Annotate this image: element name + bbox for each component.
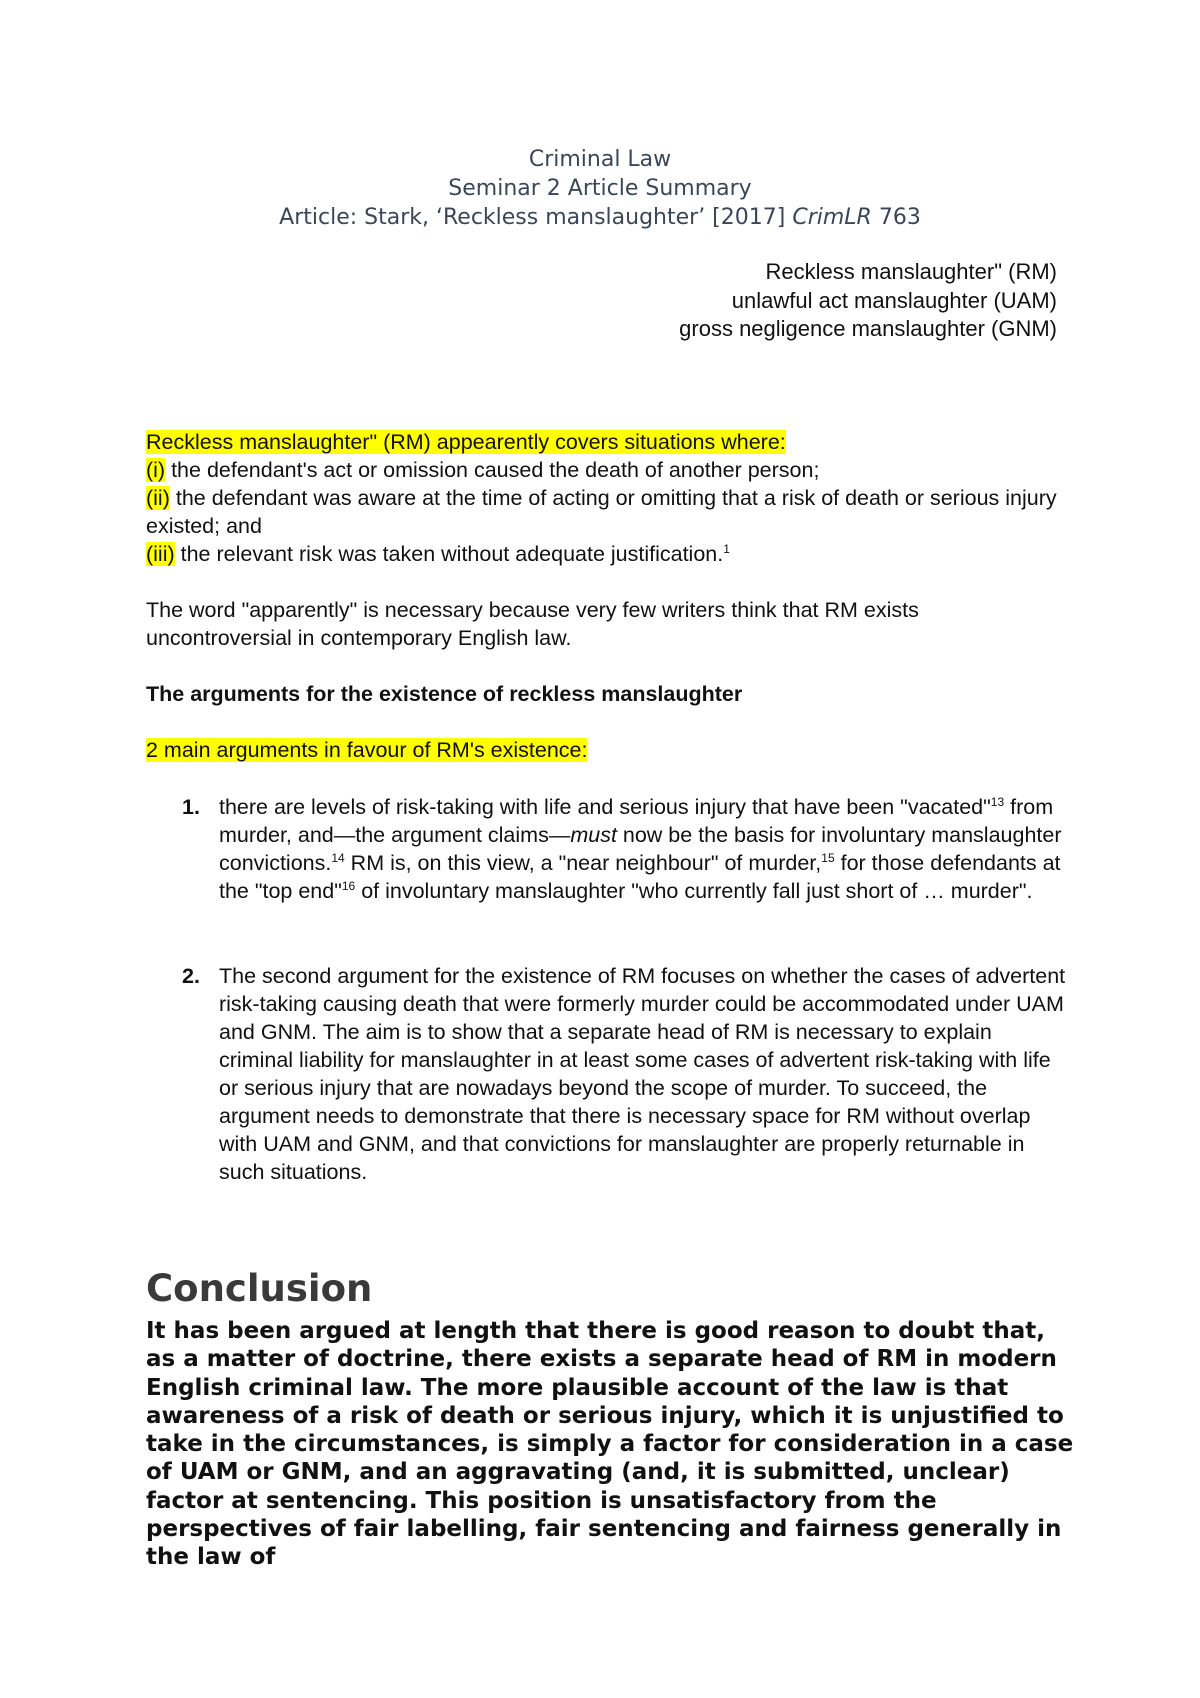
arguments-heading: The arguments for the existence of reckless manslaughter xyxy=(146,682,743,706)
definition-item: (i) the defendant's act or omission caused the death of another person; xyxy=(146,458,820,482)
argument-text: The second argument for the existence of RM focuses on whether the cases of advertent risk-taking causing death that were formerly murder could be accommodated under UAM and GNM. The aim is to show that a separate head of RM is necessary to explain criminal liability for manslaughter in at least some cases of advertent risk-taking with life or serious injury that are nowadays beyond the scope of murder. To succeed, the argument needs to demonstrate that there is necessary space for RM without overlap with UAM and GNM, and that convictions for manslaughter are properly returnable in such situations. xyxy=(219,964,1066,1184)
apparently-note: The word "apparently" is necessary because very few writers think that RM exists uncontroversial in contemporary English law. xyxy=(146,598,919,650)
abbreviation-gnm: gross negligence manslaughter (GNM) xyxy=(679,316,1057,341)
conclusion-text: It has been argued at length that there is good reason to doubt that, as a matter of doctrine, there exists a separate head of RM in modern English criminal law. The more plausible account of the law is that awareness of a risk of death or serious injury, which it is unjustified to take in the circumstances, is simply a factor for consideration in a case of UAM or GNM, and an aggravating (and, it is submitted, unclear) factor at sentencing. This position is unsatisfactory from the perspectives of fair labelling, fair sentencing and fairness generally in the law of xyxy=(146,1318,1074,1571)
footnote-ref: 1 xyxy=(723,541,730,556)
article-citation: Article: Stark, ‘Reckless manslaughter’ [2017] CrimLR 763 xyxy=(279,205,921,230)
seminar-title: Seminar 2 Article Summary xyxy=(448,176,752,201)
list-number: 1. xyxy=(182,795,200,819)
argument-item-1 xyxy=(146,793,1066,905)
arguments-intro: 2 main arguments in favour of RM's existence: xyxy=(146,738,588,762)
definition-item: (ii) the defendant was aware at the time of acting or omitting that a risk of death or serious injury existed; and xyxy=(146,486,1057,538)
abbreviation-list xyxy=(679,258,1057,344)
document-header xyxy=(0,145,1200,232)
rm-definition xyxy=(146,428,1066,568)
course-title: Criminal Law xyxy=(528,147,672,172)
abbreviation-rm: Reckless manslaughter" (RM) xyxy=(765,259,1057,284)
abbreviation-uam: unlawful act manslaughter (UAM) xyxy=(731,287,1057,313)
conclusion-heading: Conclusion xyxy=(146,1267,373,1310)
argument-text: there are levels of risk-taking with life and serious injury that have been "vacated"$^{13}$ from murder, and—the argument claims—must now be the basis for involuntary manslaughter convictions.$^{14}$ RM is, on this view, a "near neighbour" of murder,$^{15}$ for those defendants at the "top end"$^{16}$ of involuntary manslaughter "who currently fall just short of … murder". xyxy=(219,794,1062,903)
argument-item-2 xyxy=(146,962,1066,1186)
list-number: 2. xyxy=(182,964,200,988)
definition-item: (iii) the relevant risk was taken without adequate justification.$^1$ xyxy=(146,541,730,566)
definition-intro: Reckless manslaughter" (RM) appearently covers situations where: xyxy=(146,430,786,454)
